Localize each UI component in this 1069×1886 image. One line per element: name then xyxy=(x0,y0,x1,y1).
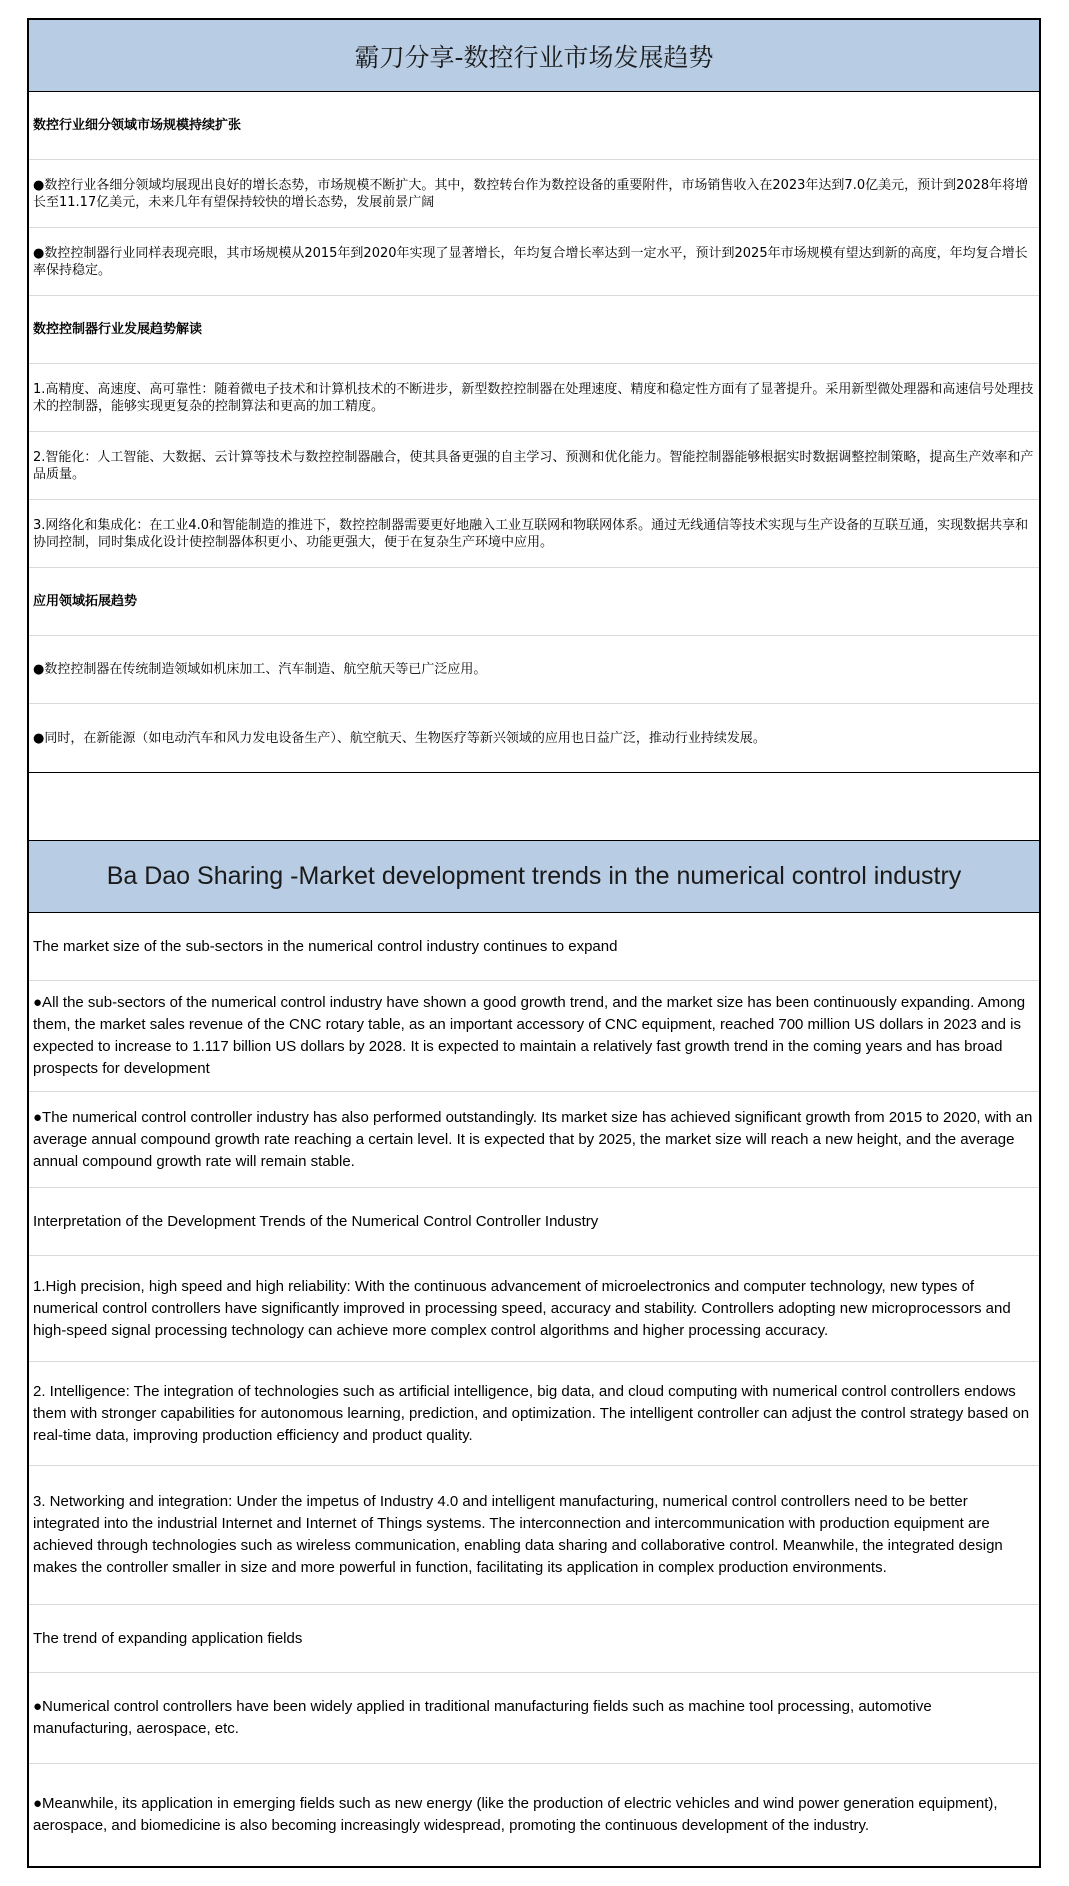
en-row-paragraph[interactable] xyxy=(29,1256,1039,1362)
en-cell-text: ●Numerical control controllers have been widely applied in traditional manufacturing fields such as machine tool processing, automotive manufacturing, aerospace, etc. xyxy=(33,1698,932,1737)
en-cell-text: 1.High precision, high speed and high reliability: With the continuous advancement of microelectronics and computer technology, new types of numerical control controllers have significantly improved in processing speed, accuracy and stability. Controllers adopting new microprocessors and high-speed signal processing technology can achieve more complex control algorithms and higher processing accuracy. xyxy=(33,1277,1011,1339)
en-row-paragraph[interactable] xyxy=(29,981,1039,1092)
en-row-paragraph[interactable] xyxy=(29,1764,1039,1866)
en-cell-text: The trend of expanding application fields xyxy=(33,1629,303,1647)
english-title-bar xyxy=(29,841,1039,913)
chinese-title: 霸刀分享-数控行业市场发展趋势 xyxy=(354,42,714,72)
empty-spacer-row[interactable] xyxy=(29,773,1039,841)
en-row-heading-1[interactable] xyxy=(29,913,1039,981)
zh-row-heading-1[interactable] xyxy=(29,92,1039,160)
zh-cell-text: ●数控行业各细分领域均展现出良好的增长态势，市场规模不断扩大。其中，数控转台作为数控设备的重要附件，市场销售收入在2023年达到7.0亿美元，预计到2028年将增长至11.17亿美元，未来几年有望保持较快的增长态势，发展前景广阔 xyxy=(33,177,1029,210)
zh-cell-text: 3.网络化和集成化：在工业4.0和智能制造的推进下，数控控制器需要更好地融入工业互联网和物联网体系。通过无线通信等技术实现与生产设备的互联互通，实现数据共享和协同控制，同时集成化设计使控制器体积更小、功能更强大，便于在复杂生产环境中应用。 xyxy=(33,517,1029,550)
zh-row-paragraph[interactable] xyxy=(29,704,1039,772)
zh-row-paragraph[interactable] xyxy=(29,160,1039,228)
zh-cell-text: ●同时，在新能源（如电动汽车和风力发电设备生产）、航空航天、生物医疗等新兴领域的应用也日益广泛，推动行业持续发展。 xyxy=(33,730,766,746)
zh-row-paragraph[interactable] xyxy=(29,636,1039,704)
english-section xyxy=(29,841,1039,1866)
zh-cell-text: ●数控控制器行业同样表现亮眼，其市场规模从2015年到2020年实现了显著增长，年均复合增长率达到一定水平，预计到2025年市场规模有望达到新的高度，年均复合增长率保持稳定。 xyxy=(33,245,1028,278)
en-cell-text: 3. Networking and integration: Under the impetus of Industry 4.0 and intelligent manufacturing, numerical control controllers need to be better integrated into the industrial Internet and Internet of Things systems. The interconnection and intercommunication with production equipment are achieved through technologies such as wireless communication, enabling data sharing and collaborative control. Meanwhile, the integrated design makes the controller smaller in size and more powerful in function, facilitating its application in complex production environments. xyxy=(33,1493,1003,1576)
en-cell-text: 2. Intelligence: The integration of technologies such as artificial intelligence, big data, and cloud computing with numerical control controllers endows them with stronger capabilities for autonomous learning, prediction, and optimization. The intelligent controller can adjust the control strategy based on real-time data, improving production efficiency and product quality. xyxy=(33,1382,1030,1444)
en-cell-text: ●All the sub-sectors of the numerical control industry have shown a good growth trend, and the market size has been continuously expanding. Among them, the market sales revenue of the CNC rotary table, as an important accessory of CNC equipment, reached 700 million US dollars in 2023 and is expected to increase to 1.117 billion US dollars by 2028. It is expected to maintain a relatively fast growth trend in the coming years and has broad prospects for development xyxy=(33,994,1026,1077)
en-cell-text: ●Meanwhile, its application in emerging fields such as new energy (like the production of electric vehicles and wind power generation equipment), aerospace, and biomedicine is also becoming increasingly widespread, promoting the continuous development of the industry. xyxy=(33,1795,998,1834)
chinese-title-bar xyxy=(29,20,1039,92)
zh-row-heading-2[interactable] xyxy=(29,296,1039,364)
zh-row-paragraph[interactable] xyxy=(29,500,1039,568)
zh-row-paragraph[interactable] xyxy=(29,228,1039,296)
zh-cell-text: 数控行业细分领域市场规模持续扩张 xyxy=(33,118,242,133)
zh-cell-text: 应用领域拓展趋势 xyxy=(33,594,138,609)
en-row-paragraph[interactable] xyxy=(29,1362,1039,1466)
chinese-section xyxy=(29,20,1039,773)
spreadsheet-sheet xyxy=(27,18,1041,1868)
en-cell-text: ●The numerical control controller industry has also performed outstandingly. Its market size has achieved significant growth from 2015 to 2020, with an average annual compound growth rate reaching a certain level. It is expected that by 2025, the market size will reach a new height, and the average annual compound growth rate will remain stable. xyxy=(33,1108,1033,1170)
zh-row-paragraph[interactable] xyxy=(29,432,1039,500)
zh-cell-text: 数控控制器行业发展趋势解读 xyxy=(33,322,203,337)
en-row-heading-2[interactable] xyxy=(29,1188,1039,1256)
zh-cell-text: 2.智能化：人工智能、大数据、云计算等技术与数控控制器融合，使其具备更强的自主学习、预测和优化能力。智能控制器能够根据实时数据调整控制策略，提高生产效率和产品质量。 xyxy=(33,449,1034,482)
en-row-paragraph[interactable] xyxy=(29,1092,1039,1188)
zh-row-paragraph[interactable] xyxy=(29,364,1039,432)
zh-cell-text: ●数控控制器在传统制造领域如机床加工、汽车制造、航空航天等已广泛应用。 xyxy=(33,662,487,677)
en-cell-text: The market size of the sub-sectors in the numerical control industry continues to expand xyxy=(33,937,618,955)
en-row-heading-3[interactable] xyxy=(29,1605,1039,1673)
zh-row-heading-3[interactable] xyxy=(29,568,1039,636)
en-row-paragraph[interactable] xyxy=(29,1673,1039,1764)
en-row-paragraph[interactable] xyxy=(29,1466,1039,1605)
en-cell-text: Interpretation of the Development Trends of the Numerical Control Controller Industry xyxy=(33,1212,599,1230)
zh-cell-text: 1.高精度、高速度、高可靠性：随着微电子技术和计算机技术的不断进步，新型数控控制器在处理速度、精度和稳定性方面有了显著提升。采用新型微处理器和高速信号处理技术的控制器，能够实现更复杂的控制算法和更高的加工精度。 xyxy=(33,381,1034,414)
english-title: Ba Dao Sharing -Market development trends in the numerical control industry xyxy=(106,862,962,890)
